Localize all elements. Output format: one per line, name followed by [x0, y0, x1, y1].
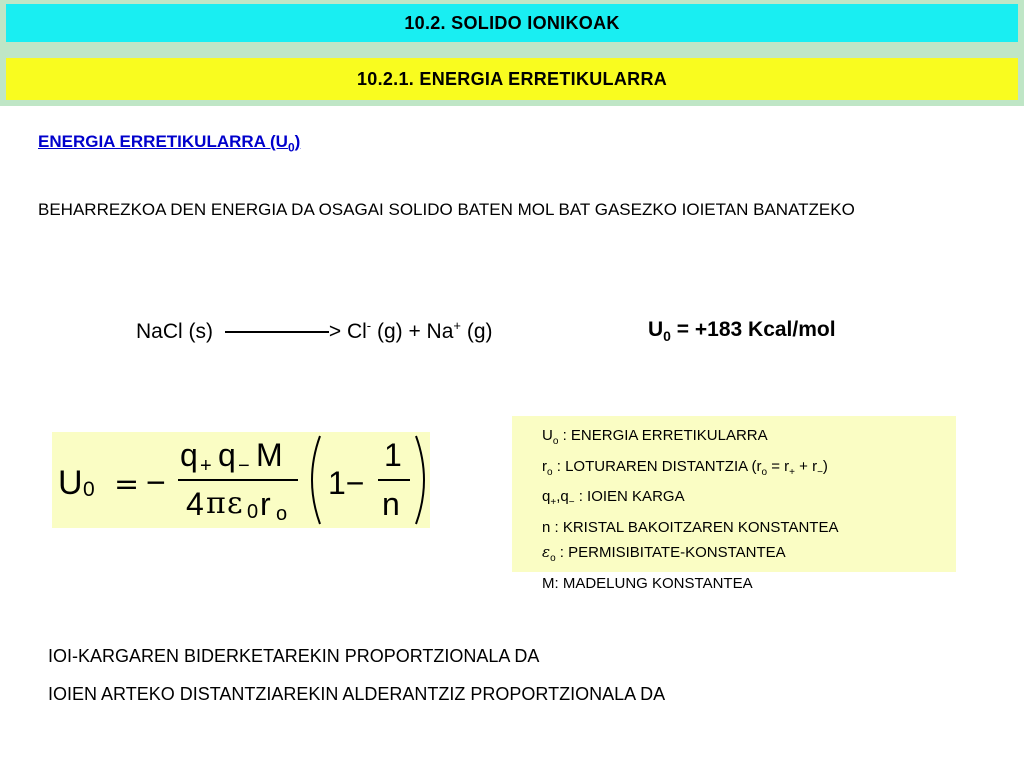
legend-item: $q_+,q_-$ : IOIEN KARGA	[542, 488, 685, 508]
formula-four: 4	[186, 486, 204, 522]
formula-epsilon-sub: 0	[247, 501, 259, 523]
formula-one: 1	[384, 437, 402, 473]
formula-one-minus: 1−	[328, 465, 365, 501]
header-band	[0, 0, 1024, 106]
section-title: 10.2.1. ENERGIA ERRETIKULARRA	[6, 58, 1018, 100]
conclusion-charge: IOI-KARGAREN BIDERKETAREKIN PROPORTZIONALA DA	[48, 646, 540, 666]
topic-heading: ENERGIA ERRETIKULARRA $(U_0)$	[38, 132, 301, 155]
formula-r: r	[260, 486, 271, 522]
right-paren	[416, 436, 424, 524]
formula-lhs: U	[58, 464, 83, 502]
definition-text: BEHARREZKOA DEN ENERGIA DA OSAGAI SOLIDO BATEN MOL BAT GASEZKO IOIETAN BANATZEKO	[38, 200, 855, 219]
reaction-equation: NaCl (s) > Cl- (g) + Na+ (g)	[136, 318, 493, 343]
legend-item: M: MADELUNG KONSTANTEA	[542, 574, 753, 592]
legend-item: $U_o$ : ENERGIA ERRETIKULARRA	[542, 427, 768, 447]
born-lande-formula	[52, 432, 430, 528]
legend-item: $\varepsilon_o$ : PERMISIBITATE-KONSTANTEA	[542, 543, 786, 564]
formula-minus: −	[146, 464, 166, 502]
formula-equals: =	[114, 467, 140, 502]
formula-pi: π	[206, 486, 226, 521]
formula-n: n	[382, 486, 400, 522]
formula-m: M	[256, 437, 283, 473]
formula-q1-sub: +	[200, 455, 212, 477]
formula-r-sub: o	[276, 503, 288, 525]
formula-q2-sub: −	[238, 455, 250, 477]
lattice-energy-value: $U_0 = +183$ Kcal/mol	[648, 318, 836, 345]
chapter-title: 10.2. SOLIDO IONIKOAK	[6, 4, 1018, 42]
left-paren	[312, 436, 320, 524]
arrow-line	[225, 331, 329, 333]
formula-epsilon: ε	[227, 486, 243, 521]
formula-q1: q	[180, 437, 198, 473]
symbol-legend	[512, 416, 956, 592]
legend-item: n : KRISTAL BAKOITZAREN KONSTANTEA	[542, 518, 839, 536]
formula-svg	[52, 432, 430, 528]
legend-item: $r_o$ : LOTURAREN DISTANTZIA $(r_o = r_+ + r_-)$	[542, 457, 828, 478]
formula-lhs-sub: 0	[83, 478, 95, 501]
formula-q2: q	[218, 437, 236, 473]
conclusion-distance: IOIEN ARTEKO DISTANTZIAREKIN ALDERANTZIZ PROPORTZIONALA DA	[48, 684, 666, 704]
